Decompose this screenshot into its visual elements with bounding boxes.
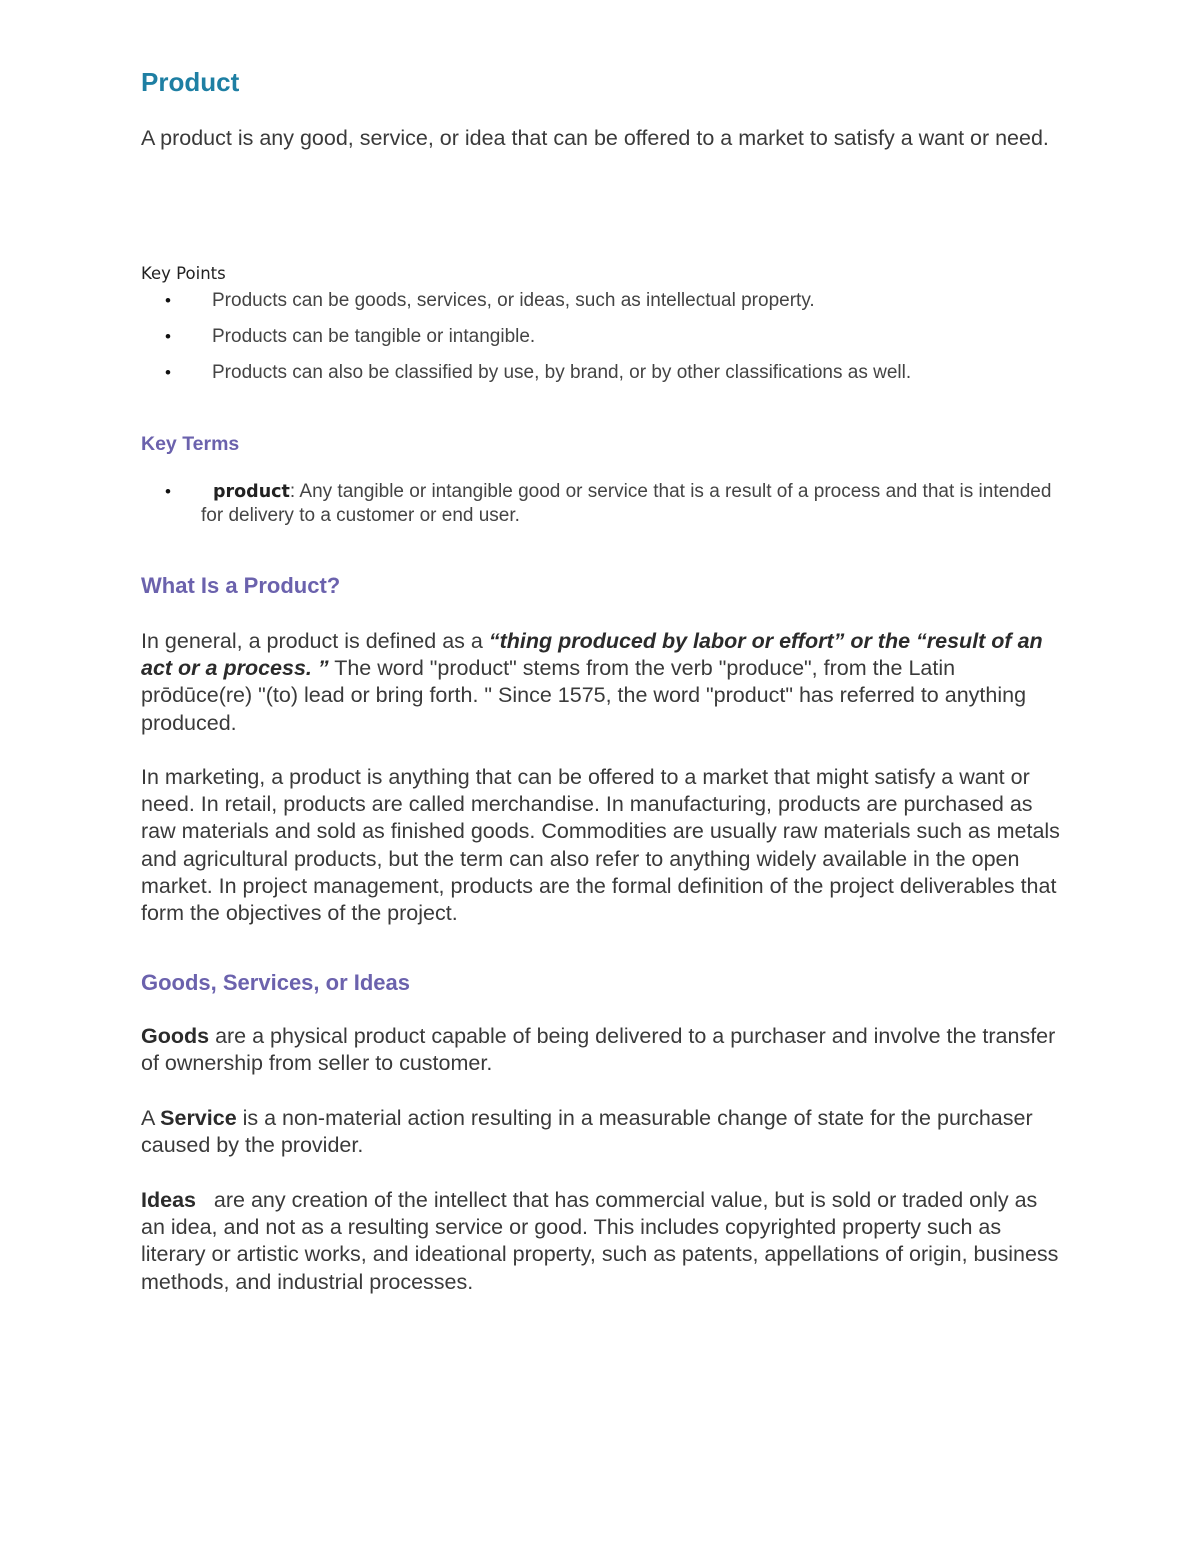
intro-paragraph: A product is any good, service, or idea that can be offered to a market to satisfy a want or need.: [141, 126, 1049, 150]
bullet-icon: •: [165, 482, 171, 501]
service-text: is a non-material action resulting in a measurable change of state for the purchaser caused by the provider.: [141, 1106, 1033, 1158]
key-terms-list: [141, 480, 1061, 528]
list-item: [141, 324, 1061, 349]
definition-text-start: In general, a product is defined as a: [141, 629, 489, 653]
term-name: product: [213, 482, 290, 502]
bullet-icon: •: [165, 363, 171, 382]
ideas-text: are any creation of the intellect that has commercial value, but is sold or traded only as an idea, and not as a resulting service or good. This includes copyrighted property such as literary or artistic works, and ideational property, such as patents, appellations of origin, business methods, and industrial processes.: [141, 1188, 1065, 1294]
service-prefix: A: [141, 1106, 161, 1130]
what-is-a-product-heading: What Is a Product?: [141, 573, 341, 598]
page-title: Product: [141, 67, 240, 97]
definition-text-end: The word "product" stems from the verb "produce", from the Latin prōdūce(re) "(to) lead or bring forth. " Since 1575, the word "product" has referred to anything produced.: [141, 656, 1027, 735]
goods-services-ideas-heading: Goods, Services, or Ideas: [141, 970, 411, 995]
marketing-paragraph: In marketing, a product is anything that can be offered to a market that might satisfy a want or need. In retail, products are called merchandise. In manufacturing, products are purchased as raw materials and sold as finished goods. Commodities are usually raw materials such as metals and agricultural products, but the term can also refer to anything widely available in the open market. In project management, products are the formal definition of the project deliverables that form the objectives of the project.: [141, 765, 1060, 926]
ideas-term: Ideas: [141, 1188, 196, 1212]
bullet-icon: •: [165, 327, 171, 346]
goods-term: Goods: [141, 1024, 210, 1048]
key-point-text: Products can be goods, services, or ideas, such as intellectual property.: [212, 290, 815, 311]
service-term: Service: [160, 1106, 237, 1130]
key-point-text: Products can be tangible or intangible.: [212, 326, 536, 347]
key-points-label: Key Points: [141, 264, 226, 283]
list-item: [141, 360, 1061, 385]
key-point-text: Products can also be classified by use, by brand, or by other classifications as well.: [212, 362, 912, 383]
definition-paragraph: [141, 628, 1061, 737]
ideas-paragraph: [141, 1187, 1065, 1296]
bullet-icon: •: [165, 291, 171, 310]
service-paragraph: [141, 1105, 1061, 1159]
list-item: [141, 480, 1061, 528]
list-item: [141, 288, 1061, 313]
goods-paragraph: [141, 1023, 1061, 1077]
definition-quote: “thing produced by labor or effort” or the “result of an act or a process. ”: [141, 629, 1043, 681]
term-definition: : Any tangible or intangible good or service that is a result of a process and that is intended for delivery to a customer or end user.: [201, 481, 1052, 526]
key-points-list: [141, 288, 1061, 396]
goods-text: are a physical product capable of being delivered to a purchaser and involve the transfer of ownership from seller to customer.: [141, 1024, 1056, 1076]
key-terms-heading: Key Terms: [141, 433, 240, 455]
